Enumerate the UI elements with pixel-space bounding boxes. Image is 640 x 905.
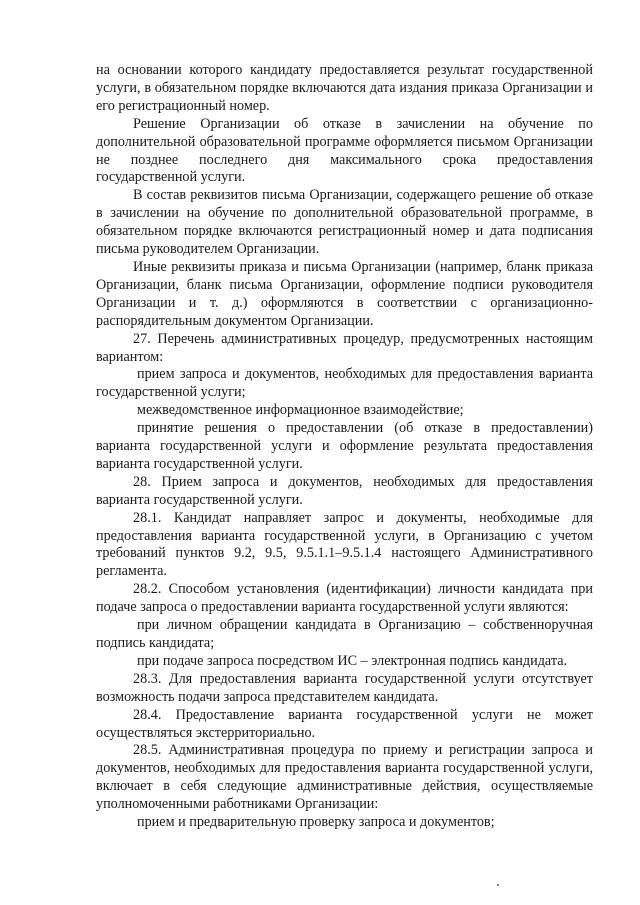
list-item: при личном обращении кандидата в Организацию – собственноручная подпись кандидата; — [96, 617, 593, 651]
list-item: межведомственное информационное взаимодействие; — [137, 402, 464, 419]
paragraph: на основании которого кандидату предоставляется результат государственной услуги, в обязательном порядке включаются дата издания приказа Организации и его регистрационный номер. — [96, 62, 593, 114]
paragraph: 28.2. Способом установления (идентификации) личности кандидата при подаче запроса о предоставлении варианта государственной услуги являются: — [96, 581, 593, 616]
list-item: прием и предварительную проверку запроса и документов; — [137, 814, 495, 831]
document-page — [96, 62, 593, 832]
list-item: принятие решения о предоставлении (об отказе в предоставлении) варианта государственной услуги и оформление результата предоставления варианта государственной услуги. — [96, 420, 593, 472]
paragraph: 28.1. Кандидат направляет запрос и документы, необходимые для предоставления варианта государственной услуги, в Организацию с учетом требований пунктов 9.2, 9.5, 9.5.1.1–9.5.1.4 настоящего Административного регламента. — [96, 509, 593, 580]
section-heading: 27. Перечень административных процедур, предусмотренных настоящим вариантом: — [96, 330, 593, 365]
paragraph: Решение Организации об отказе в зачислении на обучение по дополнительной образовательной программе оформляется письмом Организации не позднее последнего дня максимального срока предоставления государственной услуги. — [96, 115, 593, 186]
section-heading: 28. Прием запроса и документов, необходимых для предоставления варианта государственной услуги. — [96, 473, 593, 508]
paragraph: 28.5. Административная процедура по приему и регистрации запроса и документов, необходимых для предоставления варианта государственной услуги, включает в себя следующие административные действия, осуществляемые уполномоченными работниками Организации: — [96, 742, 593, 813]
list-item: при подаче запроса посредством ИС – электронная подпись кандидата. — [137, 652, 568, 669]
paragraph: Иные реквизиты приказа и письма Организации (например, бланк приказа Организации, бланк письма Организации, оформление подписи руководителя Организации и т. д.) оформляются в соответствии с организационно-распорядительным документом Организации. — [96, 258, 593, 329]
paragraph: В состав реквизитов письма Организации, содержащего решение об отказе в зачислении на обучение по дополнительной образовательной программе, в обязательном порядке включаются регистрационный номер и дата подписания письма руководителем Организации. — [96, 187, 593, 258]
scan-speck — [497, 884, 499, 886]
paragraph: 28.3. Для предоставления варианта государственной услуги отсутствует возможность подачи запроса представителем кандидата. — [96, 670, 593, 705]
paragraph: 28.4. Предоставление варианта государственной услуги не может осуществляться экстерриториально. — [96, 706, 593, 741]
list-item: прием запроса и документов, необходимых для предоставления варианта государственной услуги; — [96, 366, 593, 401]
